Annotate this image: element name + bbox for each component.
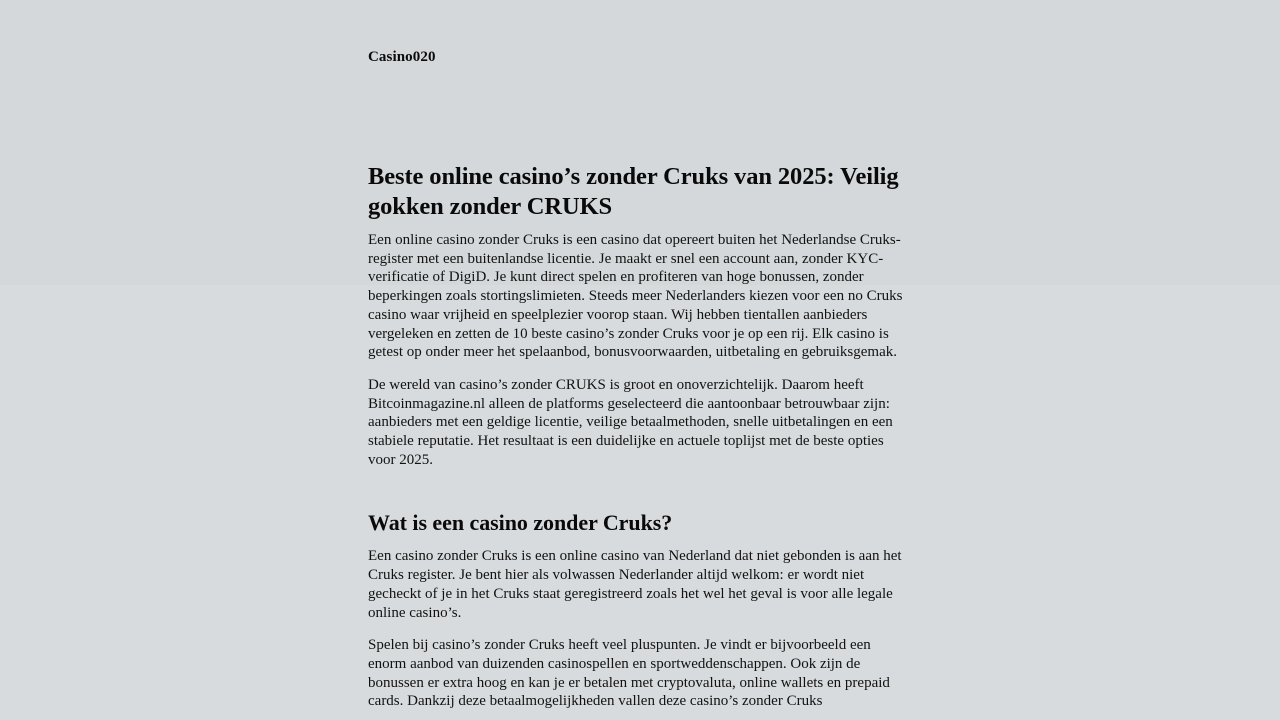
intro-paragraph-2: De wereld van casino’s zonder CRUKS is groot en onoverzichtelijk. Daarom heeft Bitcoinmagazine.nl alleen de platforms geselecteerd die aantoonbaar betrouwbaar zijn: aanbieders met een geldige licentie, veilige betaalmethoden, snelle uitbetalingen en een stabiele reputatie. Het resultaat is een duidelijke en actuele toplijst met de beste opties voor 2025. bbox=[368, 376, 893, 468]
section-paragraph-1: Een casino zonder Cruks is een online casino van Nederland dat niet gebonden is aan het Cruks register. Je bent hier als volwassen Nederlander altijd welkom: er wordt niet gecheckt of je in het Cruks staat geregistreerd zoals het wel het geval is voor alle legale online casino’s. bbox=[368, 548, 902, 621]
intro-paragraph-1: Een online casino zonder Cruks is een casino dat opereert buiten het Nederlandse Cruks-register met een buitenlandse licentie. Je maakt er snel een account aan, zonder KYC-verificatie of DigiD. Je kunt direct spelen en profiteren van hoge bonussen, zonder beperkingen zoals stortingslimieten. Steeds meer Nederlanders kiezen voor een no Cruks casino waar vrijheid en speelplezier voorop staan. Wij hebben tientallen aanbieders vergeleken en zetten de 10 beste casino’s zonder Cruks voor je op een rij. Elk casino is getest op onder meer het spelaanbod, bonusvoorwaarden, uitbetaling en gebruiksgemak. bbox=[368, 232, 903, 361]
section-paragraph-2: Spelen bij casino’s zonder Cruks heeft veel pluspunten. Je vindt er bijvoorbeeld een enorm aanbod van duizenden casinospellen en sportweddenschappen. Ook zijn de bonussen er extra hoog en kan je er betalen met cryptovaluta, online wallets en prepaid cards. Dankzij deze betaalmogelijkheden vallen deze casino’s zonder Cruks bbox=[368, 637, 890, 710]
site-brand-link[interactable]: Casino020 bbox=[368, 49, 436, 65]
page-title: Beste online casino’s zonder Cruks van 2025: Veilig gokken zonder CRUKS bbox=[368, 163, 899, 220]
section-spacer bbox=[368, 483, 908, 509]
article-content bbox=[368, 162, 908, 711]
section-heading-wat-is-een-casino-zonder-cruks: Wat is een casino zonder Cruks? bbox=[368, 510, 673, 536]
site-header bbox=[368, 46, 908, 68]
